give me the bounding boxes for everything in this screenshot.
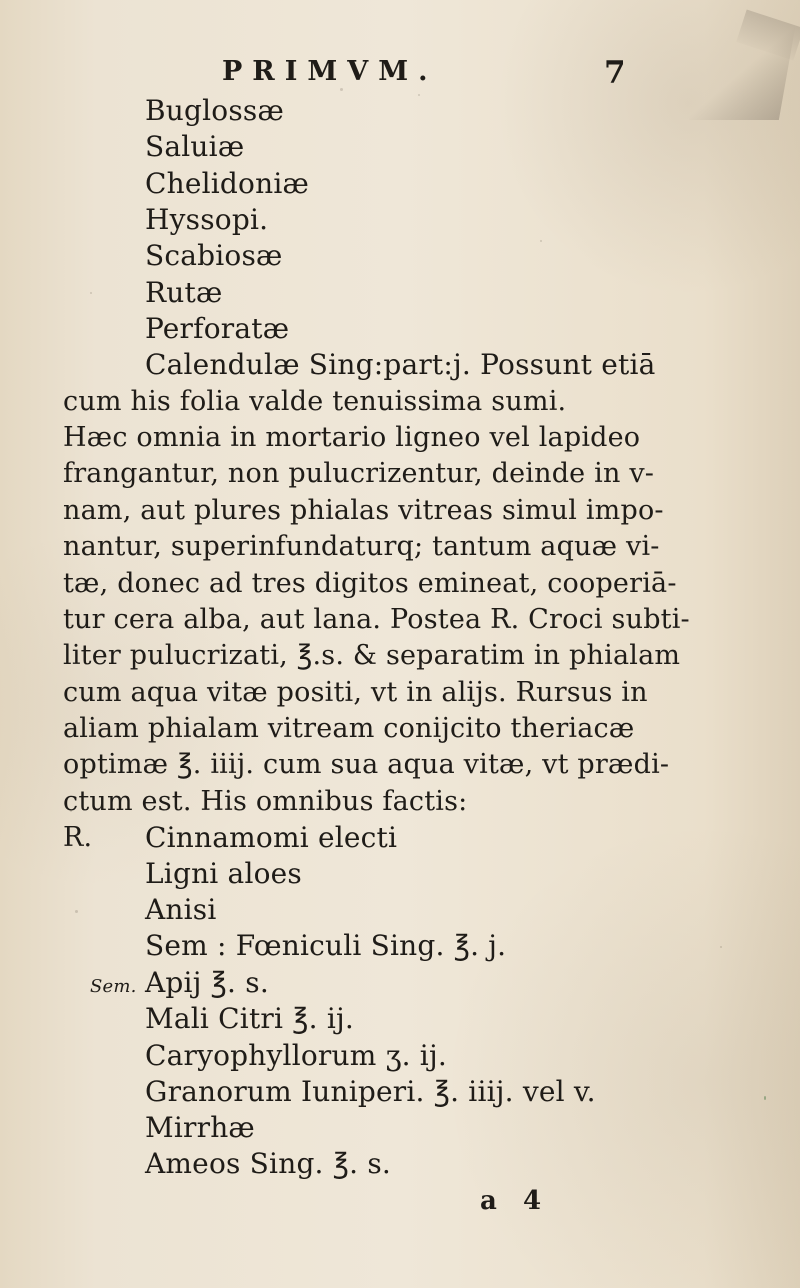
ingredient-line: Mali Citri ℥. ij. (145, 1002, 354, 1035)
ingredient-line: Chelidoniæ (145, 167, 310, 200)
body-line: liter pulucrizati, ℥.s. & separatim in phialam (63, 640, 681, 671)
body-line: Hæc omnia in mortario ligneo vel lapideo (63, 422, 641, 453)
body-line: nam, aut plures phialas vitreas simul impo- (63, 495, 664, 526)
body-line: nantur, superinfundaturq; tantum aquæ vi- (63, 531, 660, 562)
paper-speckle (418, 94, 420, 96)
body-line: cum his folia valde tenuissima sumi. (63, 386, 567, 417)
ingredient-line: Ameos Sing. ℥. s. (145, 1147, 392, 1180)
paper-speckle (540, 240, 542, 242)
ingredient-line: Granorum Iuniperi. ℥. iiij. vel v. (145, 1075, 596, 1108)
running-title: PRIMVM. (222, 56, 438, 87)
ingredient-line: Calendulæ Sing:part:j. Possunt etiā (145, 348, 656, 381)
paper-speckle (764, 1096, 766, 1100)
paper-speckle (340, 88, 343, 91)
ingredient-line: Perforatæ (145, 312, 290, 345)
paper-speckle (90, 292, 92, 294)
ingredient-line: Caryophyllorum ʒ. ij. (145, 1039, 447, 1072)
ingredient-line: Rutæ (145, 276, 223, 309)
body-line: tur cera alba, aut lana. Postea R. Croci subti- (63, 604, 690, 635)
ingredient-line: Hyssopi. (145, 203, 269, 236)
body-line: tæ, donec ad tres digitos emineat, cooperiā- (63, 568, 677, 599)
body-line: optimæ ℥. iiij. cum sua aqua vitæ, vt prædi- (63, 749, 670, 780)
signature-number: 4 (523, 1186, 542, 1216)
ingredient-line: Cinnamomi electi (145, 821, 398, 854)
recipe-mark: R. (63, 822, 93, 853)
ingredient-line: Anisi (145, 893, 217, 926)
page-number: 7 (604, 55, 626, 91)
body-line: cum aqua vitæ positi, vt in alijs. Rursus in (63, 677, 648, 708)
ingredient-line: Apij ℥. s. (145, 966, 269, 999)
ingredient-line: Mirrhæ (145, 1111, 255, 1144)
body-line: aliam phialam vitream conijcito theriacæ (63, 713, 635, 744)
ingredient-line: Scabiosæ (145, 239, 283, 272)
body-line: ctum est. His omnibus factis: (63, 786, 468, 817)
ingredient-line: Saluiæ (145, 130, 245, 163)
paper-speckle (75, 910, 78, 913)
paper-speckle (720, 946, 722, 948)
signature-letter: a (480, 1186, 498, 1216)
margin-note: Sem. (90, 976, 137, 997)
ingredient-line: Sem : Fœniculi Sing. ℥. j. (145, 929, 507, 962)
ingredient-line: Buglossæ (145, 94, 285, 127)
body-line: frangantur, non pulucrizentur, deinde in v- (63, 458, 655, 489)
ingredient-line: Ligni aloes (145, 857, 303, 890)
